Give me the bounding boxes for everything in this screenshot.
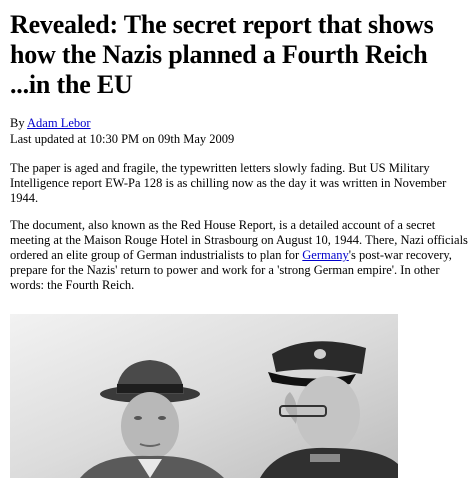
germany-link[interactable]: Germany [302,248,349,262]
headline-line-3: ...in the EU [10,70,133,99]
paragraph-2-text-b: 's post-war recovery, prepare for the Nazis' return to power and work for a 'strong German empire'. In other words: the Fourth Reich. [10,248,452,292]
paragraph-2-text-a: The document, also known as the Red House Report, is a detailed account of a secret meeting at the Maison Rouge Hotel in Strasbourg on August 10, 1944. There, Nazi officials ordered an elite group of German industrialists to plan for [10,218,468,262]
article [10,0,472,293]
byline [10,115,472,147]
headline-line-2: how the Nazis planned a Fourth Reich [10,40,428,69]
paragraph-2 [10,218,472,293]
headline-line-1: Revealed: The secret report that shows [10,10,434,39]
headline [10,0,472,100]
article-photo [10,314,398,478]
paragraph-1: The paper is aged and fragile, the typewritten letters slowly fading. But US Military Intelligence report EW-Pa 128 is as chilling now as the day it was written in November 1944. [10,161,447,205]
photo-illustration [10,314,398,478]
byline-prefix: By [10,116,28,130]
last-updated: Last updated at 10:30 PM on 09th May 2009 [10,132,235,146]
author-link[interactable]: Adam Lebor [27,116,91,130]
